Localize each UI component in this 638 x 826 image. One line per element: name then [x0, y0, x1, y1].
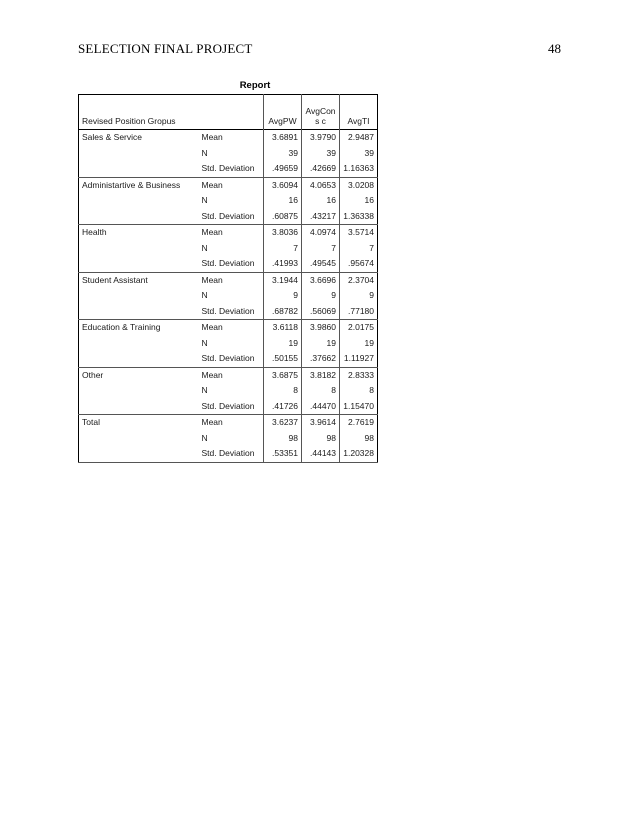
group-label — [79, 399, 199, 415]
cell-avgti: 2.3704 — [340, 272, 378, 288]
table-row — [79, 241, 378, 257]
cell-avgcons: 19 — [302, 336, 340, 352]
cell-avgti: 1.15470 — [340, 399, 378, 415]
cell-avgcons: 8 — [302, 383, 340, 399]
cell-avgcons: 3.9790 — [302, 130, 340, 146]
cell-avgti: 1.11927 — [340, 351, 378, 367]
table-row — [79, 256, 378, 272]
statistic-label: N — [201, 337, 208, 348]
table-row — [79, 351, 378, 367]
statistic-label: Std. Deviation — [199, 209, 264, 225]
cell-avgcons: .43217 — [302, 209, 340, 225]
statistic-label: N — [201, 432, 208, 443]
group-label — [79, 256, 199, 272]
group-label — [79, 304, 199, 320]
cell-avgpw: 98 — [264, 431, 302, 447]
statistic-label: Mean — [201, 132, 223, 142]
cell-avgpw: 9 — [264, 288, 302, 304]
group-label — [79, 288, 199, 304]
cell-avgpw: 39 — [264, 146, 302, 162]
cell-avgcons: 4.0974 — [302, 225, 340, 241]
table-row — [79, 225, 378, 241]
cell-avgpw: .41726 — [264, 399, 302, 415]
table-row — [79, 431, 378, 447]
table-row — [79, 304, 378, 320]
cell-avgpw: 3.6891 — [264, 130, 302, 146]
column-header-avgpw: AvgPW — [264, 95, 302, 130]
group-label — [79, 209, 199, 225]
cell-avgti: 1.36338 — [340, 209, 378, 225]
statistic-label: Std. Deviation — [199, 446, 264, 462]
cell-avgpw: 7 — [264, 241, 302, 257]
table-row — [79, 367, 378, 383]
table-row — [79, 399, 378, 415]
cell-avgpw: .68782 — [264, 304, 302, 320]
group-label — [79, 431, 199, 447]
table-row — [79, 415, 378, 431]
statistic-label: N — [201, 195, 208, 205]
cell-avgcons: 98 — [302, 431, 340, 447]
statistic-label: Std. Deviation — [199, 256, 264, 272]
statistic-label: Mean — [201, 417, 223, 427]
table-row — [79, 130, 378, 146]
page-number: 48 — [548, 41, 561, 56]
statistic-label: Mean — [201, 322, 223, 332]
statistic-label: Mean — [201, 227, 223, 237]
cell-avgcons: 9 — [302, 288, 340, 304]
table-row — [79, 272, 378, 288]
cell-avgcons: 3.6696 — [302, 272, 340, 288]
cell-avgcons: .37662 — [302, 351, 340, 367]
table-row — [79, 161, 378, 177]
cell-avgti: 98 — [340, 431, 378, 447]
group-label — [79, 383, 199, 399]
group-label — [79, 161, 199, 177]
cell-avgcons: .44470 — [302, 399, 340, 415]
cell-avgti: 2.8333 — [340, 367, 378, 383]
cell-avgti: .95674 — [340, 256, 378, 272]
table-row — [79, 146, 378, 162]
cell-avgti: 2.7619 — [340, 415, 378, 431]
column-header-avgcons: AvgCons c — [302, 95, 340, 130]
cell-avgpw: 16 — [264, 193, 302, 209]
column-header-group: Revised Position Gropus — [82, 116, 176, 126]
cell-avgti: .77180 — [340, 304, 378, 320]
cell-avgpw: .41993 — [264, 256, 302, 272]
statistic-label: Mean — [201, 179, 223, 190]
cell-avgcons: 16 — [302, 193, 340, 209]
group-label — [79, 351, 199, 367]
cell-avgcons: 3.8182 — [302, 367, 340, 383]
cell-avgti: 8 — [340, 383, 378, 399]
cell-avgpw: 3.8036 — [264, 225, 302, 241]
cell-avgcons: .42669 — [302, 161, 340, 177]
statistic-label: Std. Deviation — [199, 351, 264, 367]
cell-avgpw: 3.6875 — [264, 367, 302, 383]
cell-avgti: 16 — [340, 193, 378, 209]
report-table — [78, 94, 378, 463]
statistic-label: Std. Deviation — [199, 304, 264, 320]
group-label — [79, 446, 199, 462]
cell-avgpw: 3.6237 — [264, 415, 302, 431]
statistic-label: N — [201, 242, 208, 253]
table-row — [79, 288, 378, 304]
table-row — [79, 320, 378, 336]
group-label: Student Assistant — [82, 274, 148, 285]
table-row — [79, 177, 378, 193]
cell-avgcons: 39 — [302, 146, 340, 162]
cell-avgti: 3.0208 — [340, 177, 378, 193]
group-label — [79, 146, 199, 162]
cell-avgpw: 19 — [264, 336, 302, 352]
report-body — [79, 130, 378, 463]
group-label: Administartive & Business — [82, 179, 181, 190]
cell-avgpw: .53351 — [264, 446, 302, 462]
cell-avgti: 9 — [340, 288, 378, 304]
cell-avgti: 2.0175 — [340, 320, 378, 336]
statistic-label: N — [201, 147, 208, 158]
table-row — [79, 209, 378, 225]
table-row — [79, 336, 378, 352]
cell-avgpw: .60875 — [264, 209, 302, 225]
cell-avgcons: 3.9614 — [302, 415, 340, 431]
cell-avgpw: .50155 — [264, 351, 302, 367]
cell-avgpw: 3.1944 — [264, 272, 302, 288]
cell-avgti: 39 — [340, 146, 378, 162]
cell-avgpw: 8 — [264, 383, 302, 399]
table-row — [79, 383, 378, 399]
cell-avgpw: .49659 — [264, 161, 302, 177]
cell-avgti: 1.20328 — [340, 446, 378, 462]
table-row — [79, 446, 378, 462]
cell-avgti: 7 — [340, 241, 378, 257]
table-row — [79, 193, 378, 209]
statistic-label: Mean — [201, 369, 223, 380]
group-label — [79, 193, 199, 209]
group-label: Total — [82, 417, 100, 427]
report-title: Report — [239, 80, 271, 91]
cell-avgti: 2.9487 — [340, 130, 378, 146]
cell-avgcons: 4.0653 — [302, 177, 340, 193]
group-label: Sales & Service — [82, 132, 142, 142]
group-label: Education & Training — [82, 322, 161, 332]
cell-avgcons: 7 — [302, 241, 340, 257]
cell-avgti: 19 — [340, 336, 378, 352]
cell-avgti: 3.5714 — [340, 225, 378, 241]
cell-avgcons: .44143 — [302, 446, 340, 462]
cell-avgcons: .56069 — [302, 304, 340, 320]
running-head: SELECTION FINAL PROJECT — [78, 41, 253, 56]
group-label: Other — [82, 369, 104, 380]
statistic-label: N — [201, 290, 208, 300]
statistic-label: Std. Deviation — [199, 399, 264, 415]
column-header-avgti: AvgTI — [340, 95, 378, 130]
group-label: Health — [82, 227, 107, 237]
statistic-label: Mean — [201, 274, 223, 285]
statistic-label: N — [201, 385, 208, 395]
group-label — [79, 336, 199, 352]
cell-avgti: 1.16363 — [340, 161, 378, 177]
cell-avgpw: 3.6118 — [264, 320, 302, 336]
statistic-label: Std. Deviation — [199, 161, 264, 177]
group-label — [79, 241, 199, 257]
cell-avgpw: 3.6094 — [264, 177, 302, 193]
cell-avgcons: 3.9860 — [302, 320, 340, 336]
cell-avgcons: .49545 — [302, 256, 340, 272]
header-row — [79, 95, 378, 130]
